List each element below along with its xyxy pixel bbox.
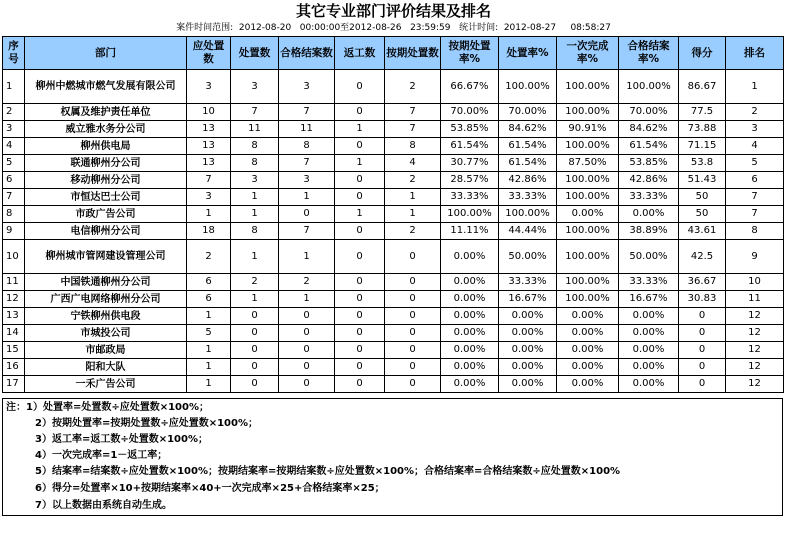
qualified-close-rate: 0.00% — [619, 359, 679, 376]
rank: 1 — [726, 70, 784, 104]
header-cell: 合格结案率% — [619, 37, 679, 70]
ontime-rate: 53.85% — [441, 121, 499, 138]
score: 73.88 — [679, 121, 726, 138]
handled-count: 8 — [231, 138, 279, 155]
first-pass-rate: 100.00% — [557, 274, 619, 291]
qualified-closed-count: 1 — [279, 291, 335, 308]
table-row — [3, 70, 784, 104]
ontime-rate: 0.00% — [441, 240, 499, 274]
rework-count: 0 — [335, 172, 385, 189]
first-pass-rate: 100.00% — [557, 70, 619, 104]
ontime-count: 0 — [385, 240, 441, 274]
due-count: 13 — [187, 138, 231, 155]
score: 53.8 — [679, 155, 726, 172]
qualified-close-rate: 53.85% — [619, 155, 679, 172]
rank: 2 — [726, 104, 784, 121]
ontime-rate: 0.00% — [441, 291, 499, 308]
qualified-closed-count: 3 — [279, 70, 335, 104]
header-cell: 处置率% — [499, 37, 557, 70]
row-index: 17 — [3, 376, 25, 393]
report-title: 其它专业部门评价结果及排名 — [295, 2, 491, 20]
score: 30.83 — [679, 291, 726, 308]
ontime-count: 0 — [385, 274, 441, 291]
department-name: 移动柳州分公司 — [25, 172, 187, 189]
note-line: 7）以上数据由系统自动生成。 — [35, 500, 172, 511]
table-row — [3, 308, 784, 325]
score: 50 — [679, 206, 726, 223]
score: 36.67 — [679, 274, 726, 291]
ontime-rate: 28.57% — [441, 172, 499, 189]
rank: 11 — [726, 291, 784, 308]
qualified-closed-count: 3 — [279, 172, 335, 189]
table-row — [3, 172, 784, 189]
row-index: 16 — [3, 359, 25, 376]
department-name: 柳州中燃城市燃气发展有限公司 — [25, 70, 187, 104]
department-name: 市恒达巴士公司 — [25, 189, 187, 206]
header-cell: 一次完成率% — [557, 37, 619, 70]
handled-count: 8 — [231, 223, 279, 240]
handle-rate: 16.67% — [499, 291, 557, 308]
ontime-rate: 66.67% — [441, 70, 499, 104]
due-count: 2 — [187, 240, 231, 274]
handle-rate: 0.00% — [499, 308, 557, 325]
handle-rate: 0.00% — [499, 359, 557, 376]
department-name: 中国铁通柳州分公司 — [25, 274, 187, 291]
qualified-close-rate: 16.67% — [619, 291, 679, 308]
row-index: 15 — [3, 342, 25, 359]
rework-count: 1 — [335, 155, 385, 172]
note-line: 3）返工率=返工数÷处置数×100%； — [35, 434, 208, 445]
row-index: 9 — [3, 223, 25, 240]
table-row — [3, 206, 784, 223]
row-index: 10 — [3, 240, 25, 274]
ontime-rate: 100.00% — [441, 206, 499, 223]
table-row — [3, 325, 784, 342]
first-pass-rate: 0.00% — [557, 376, 619, 393]
handled-count: 2 — [231, 274, 279, 291]
qualified-close-rate: 61.54% — [619, 138, 679, 155]
handled-count: 1 — [231, 291, 279, 308]
ontime-rate: 0.00% — [441, 325, 499, 342]
department-name: 阳和大队 — [25, 359, 187, 376]
handle-rate: 100.00% — [499, 70, 557, 104]
table-row — [3, 291, 784, 308]
header-cell: 得分 — [679, 37, 726, 70]
rework-count: 1 — [335, 121, 385, 138]
first-pass-rate: 90.91% — [557, 121, 619, 138]
qualified-closed-count: 0 — [279, 206, 335, 223]
handled-count: 1 — [231, 206, 279, 223]
table-row — [3, 223, 784, 240]
rank: 6 — [726, 172, 784, 189]
handle-rate: 0.00% — [499, 325, 557, 342]
department-name: 市政广告公司 — [25, 206, 187, 223]
rework-count: 0 — [335, 189, 385, 206]
score: 0 — [679, 359, 726, 376]
row-index: 4 — [3, 138, 25, 155]
header-cell: 按期处置数 — [385, 37, 441, 70]
score: 77.5 — [679, 104, 726, 121]
qualified-closed-count: 0 — [279, 342, 335, 359]
rank: 3 — [726, 121, 784, 138]
row-index: 1 — [3, 70, 25, 104]
handle-rate: 61.54% — [499, 155, 557, 172]
due-count: 6 — [187, 274, 231, 291]
ontime-rate: 33.33% — [441, 189, 499, 206]
ontime-count: 1 — [385, 189, 441, 206]
rework-count: 0 — [335, 223, 385, 240]
row-index: 6 — [3, 172, 25, 189]
handle-rate: 33.33% — [499, 274, 557, 291]
note-line: 4）一次完成率=1－返工率； — [35, 450, 168, 461]
row-index: 3 — [3, 121, 25, 138]
rank: 7 — [726, 206, 784, 223]
department-name: 威立雅水务分公司 — [25, 121, 187, 138]
header-cell: 返工数 — [335, 37, 385, 70]
qualified-closed-count: 7 — [279, 155, 335, 172]
first-pass-rate: 100.00% — [557, 138, 619, 155]
qualified-closed-count: 1 — [279, 240, 335, 274]
due-count: 1 — [187, 359, 231, 376]
score: 71.15 — [679, 138, 726, 155]
qualified-closed-count: 0 — [279, 359, 335, 376]
score: 86.67 — [679, 70, 726, 104]
handled-count: 3 — [231, 70, 279, 104]
ontime-rate: 0.00% — [441, 359, 499, 376]
rank: 12 — [726, 359, 784, 376]
ontime-count: 2 — [385, 70, 441, 104]
table-row — [3, 189, 784, 206]
note-line: 2）按期处置率=按期处置数÷应处置数×100%； — [35, 418, 258, 429]
due-count: 5 — [187, 325, 231, 342]
handle-rate: 44.44% — [499, 223, 557, 240]
qualified-close-rate: 0.00% — [619, 342, 679, 359]
due-count: 10 — [187, 104, 231, 121]
qualified-closed-count: 2 — [279, 274, 335, 291]
handle-rate: 100.00% — [499, 206, 557, 223]
first-pass-rate: 100.00% — [557, 172, 619, 189]
handled-count: 11 — [231, 121, 279, 138]
handle-rate: 42.86% — [499, 172, 557, 189]
handled-count: 0 — [231, 308, 279, 325]
handle-rate: 50.00% — [499, 240, 557, 274]
department-name: 联通柳州分公司 — [25, 155, 187, 172]
qualified-closed-count: 8 — [279, 138, 335, 155]
rework-count: 0 — [335, 274, 385, 291]
due-count: 1 — [187, 376, 231, 393]
header-cell: 序号 — [3, 37, 25, 70]
rework-count: 0 — [335, 240, 385, 274]
rank: 12 — [726, 376, 784, 393]
first-pass-rate: 0.00% — [557, 325, 619, 342]
row-index: 13 — [3, 308, 25, 325]
qualified-close-rate: 50.00% — [619, 240, 679, 274]
first-pass-rate: 0.00% — [557, 342, 619, 359]
first-pass-rate: 0.00% — [557, 206, 619, 223]
ontime-count: 0 — [385, 359, 441, 376]
handled-count: 0 — [231, 376, 279, 393]
rework-count: 0 — [335, 325, 385, 342]
ontime-rate: 61.54% — [441, 138, 499, 155]
due-count: 13 — [187, 155, 231, 172]
ontime-count: 0 — [385, 342, 441, 359]
table-header-row — [3, 37, 784, 70]
table-row — [3, 240, 784, 274]
ontime-count: 0 — [385, 325, 441, 342]
qualified-close-rate: 33.33% — [619, 274, 679, 291]
ontime-rate: 0.00% — [441, 342, 499, 359]
qualified-close-rate: 42.86% — [619, 172, 679, 189]
handle-rate: 84.62% — [499, 121, 557, 138]
ontime-rate: 70.00% — [441, 104, 499, 121]
rework-count: 0 — [335, 342, 385, 359]
department-name: 市邮政局 — [25, 342, 187, 359]
report-subtitle: 案件时间范围: 2012-08-20 00:00:00至2012-08-26 23:59:59 统计时间: 2012-08-27 08:58:27 — [176, 23, 611, 33]
due-count: 1 — [187, 308, 231, 325]
qualified-closed-count: 7 — [279, 104, 335, 121]
row-index: 5 — [3, 155, 25, 172]
ontime-count: 2 — [385, 223, 441, 240]
handle-rate: 70.00% — [499, 104, 557, 121]
header-cell: 处置数 — [231, 37, 279, 70]
ontime-count: 7 — [385, 104, 441, 121]
qualified-closed-count: 0 — [279, 376, 335, 393]
table-body — [3, 70, 784, 393]
handled-count: 0 — [231, 325, 279, 342]
score: 0 — [679, 342, 726, 359]
handled-count: 1 — [231, 240, 279, 274]
handle-rate: 61.54% — [499, 138, 557, 155]
rank: 9 — [726, 240, 784, 274]
table-row — [3, 342, 784, 359]
ontime-count: 0 — [385, 291, 441, 308]
qualified-close-rate: 0.00% — [619, 376, 679, 393]
handled-count: 0 — [231, 359, 279, 376]
score: 51.43 — [679, 172, 726, 189]
ontime-rate: 0.00% — [441, 274, 499, 291]
qualified-close-rate: 84.62% — [619, 121, 679, 138]
notes-box — [2, 398, 783, 516]
due-count: 3 — [187, 189, 231, 206]
ontime-count: 0 — [385, 308, 441, 325]
department-name: 柳州供电局 — [25, 138, 187, 155]
ontime-count: 2 — [385, 172, 441, 189]
due-count: 7 — [187, 172, 231, 189]
table-row — [3, 155, 784, 172]
handle-rate: 0.00% — [499, 342, 557, 359]
qualified-close-rate: 0.00% — [619, 206, 679, 223]
header-cell: 应处置数 — [187, 37, 231, 70]
qualified-close-rate: 70.00% — [619, 104, 679, 121]
score: 42.5 — [679, 240, 726, 274]
due-count: 1 — [187, 342, 231, 359]
ontime-rate: 11.11% — [441, 223, 499, 240]
first-pass-rate: 100.00% — [557, 189, 619, 206]
handled-count: 8 — [231, 155, 279, 172]
score: 0 — [679, 376, 726, 393]
ontime-rate: 0.00% — [441, 308, 499, 325]
department-name: 宁铁柳州供电段 — [25, 308, 187, 325]
department-name: 广西广电网络柳州分公司 — [25, 291, 187, 308]
qualified-close-rate: 33.33% — [619, 189, 679, 206]
qualified-closed-count: 11 — [279, 121, 335, 138]
department-name: 权属及维护责任单位 — [25, 104, 187, 121]
qualified-close-rate: 38.89% — [619, 223, 679, 240]
row-index: 12 — [3, 291, 25, 308]
score: 50 — [679, 189, 726, 206]
header-cell: 按期处置率% — [441, 37, 499, 70]
due-count: 6 — [187, 291, 231, 308]
table-row — [3, 121, 784, 138]
due-count: 3 — [187, 70, 231, 104]
qualified-closed-count: 7 — [279, 223, 335, 240]
table-row — [3, 274, 784, 291]
rank: 12 — [726, 325, 784, 342]
ontime-count: 1 — [385, 206, 441, 223]
handled-count: 1 — [231, 189, 279, 206]
rank: 12 — [726, 342, 784, 359]
row-index: 7 — [3, 189, 25, 206]
note-line: 注：1）处置率=处置数÷应处置数×100%； — [6, 402, 209, 413]
rework-count: 0 — [335, 376, 385, 393]
header-cell: 合格结案数 — [279, 37, 335, 70]
handle-rate: 0.00% — [499, 376, 557, 393]
ontime-rate: 0.00% — [441, 376, 499, 393]
rank: 7 — [726, 189, 784, 206]
rework-count: 0 — [335, 291, 385, 308]
score: 0 — [679, 308, 726, 325]
rework-count: 0 — [335, 70, 385, 104]
department-name: 柳州城市管网建设管理公司 — [25, 240, 187, 274]
ontime-rate: 30.77% — [441, 155, 499, 172]
department-name: 一禾广告公司 — [25, 376, 187, 393]
first-pass-rate: 100.00% — [557, 291, 619, 308]
first-pass-rate: 0.00% — [557, 359, 619, 376]
note-line: 6）得分=处置率×10+按期结案率×40+一次完成率×25+合格结案率×25； — [35, 483, 385, 494]
note-line: 5）结案率=结案数÷应处置数×100%；按期结案率=按期结案数÷应处置数×100%；合格结案率=合格结案数÷应处置数×100% — [35, 466, 621, 477]
due-count: 18 — [187, 223, 231, 240]
ontime-count: 0 — [385, 376, 441, 393]
first-pass-rate: 87.50% — [557, 155, 619, 172]
ontime-count: 4 — [385, 155, 441, 172]
rework-count: 0 — [335, 138, 385, 155]
department-name: 电信柳州分公司 — [25, 223, 187, 240]
qualified-closed-count: 0 — [279, 325, 335, 342]
rework-count: 1 — [335, 206, 385, 223]
ontime-count: 7 — [385, 121, 441, 138]
handle-rate: 33.33% — [499, 189, 557, 206]
rank: 5 — [726, 155, 784, 172]
qualified-closed-count: 0 — [279, 308, 335, 325]
table-row — [3, 138, 784, 155]
table-row — [3, 376, 784, 393]
first-pass-rate: 0.00% — [557, 308, 619, 325]
handled-count: 7 — [231, 104, 279, 121]
qualified-closed-count: 1 — [279, 189, 335, 206]
table-row — [3, 359, 784, 376]
first-pass-rate: 100.00% — [557, 240, 619, 274]
qualified-close-rate: 0.00% — [619, 308, 679, 325]
row-index: 11 — [3, 274, 25, 291]
row-index: 14 — [3, 325, 25, 342]
rank: 4 — [726, 138, 784, 155]
rework-count: 0 — [335, 104, 385, 121]
due-count: 13 — [187, 121, 231, 138]
due-count: 1 — [187, 206, 231, 223]
qualified-close-rate: 100.00% — [619, 70, 679, 104]
handled-count: 0 — [231, 342, 279, 359]
header-cell: 部门 — [25, 37, 187, 70]
handled-count: 3 — [231, 172, 279, 189]
rank: 8 — [726, 223, 784, 240]
header-cell: 排名 — [726, 37, 784, 70]
rank: 12 — [726, 308, 784, 325]
row-index: 8 — [3, 206, 25, 223]
evaluation-table — [2, 36, 784, 393]
rework-count: 0 — [335, 359, 385, 376]
row-index: 2 — [3, 104, 25, 121]
rework-count: 0 — [335, 308, 385, 325]
department-name: 市城投公司 — [25, 325, 187, 342]
first-pass-rate: 100.00% — [557, 223, 619, 240]
score: 43.61 — [679, 223, 726, 240]
qualified-close-rate: 0.00% — [619, 325, 679, 342]
rank: 10 — [726, 274, 784, 291]
table-row — [3, 104, 784, 121]
ontime-count: 8 — [385, 138, 441, 155]
score: 0 — [679, 325, 726, 342]
first-pass-rate: 100.00% — [557, 104, 619, 121]
